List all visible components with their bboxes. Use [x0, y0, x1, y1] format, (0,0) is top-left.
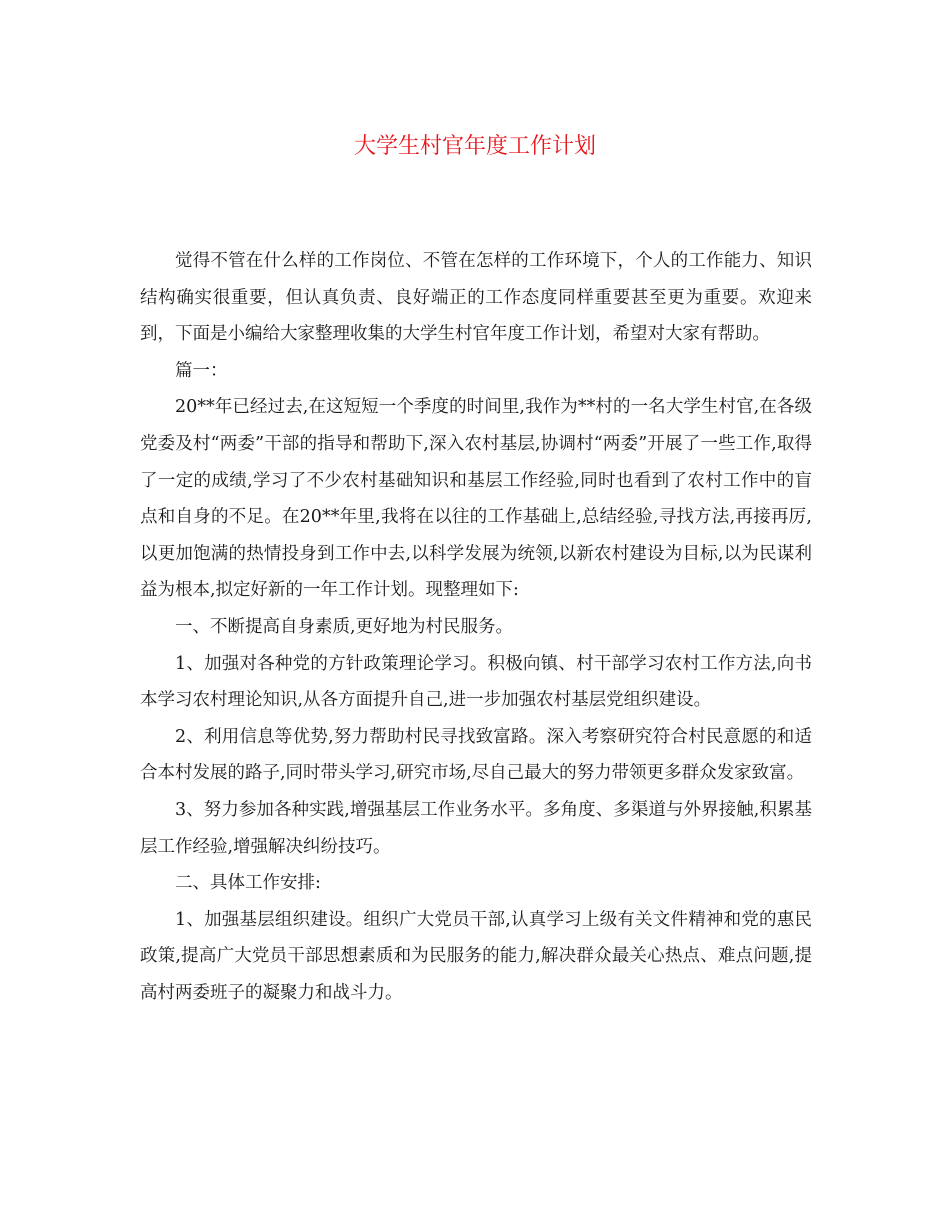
paragraph-part-one-heading: 篇一：: [175, 360, 228, 381]
paragraph-item-1-2: 2、利用信息等优势,努力帮助村民寻找致富路。深入考察研究符合村民意愿的和适合本村发展的路子,同时带头学习,研究市场,尽自己最大的努力带领更多群众发家致富。: [140, 726, 812, 784]
paragraph-item-2-1: 1、加强基层组织建设。组织广大党员干部,认真学习上级有关文件精神和党的惠民政策,提高广大党员干部思想素质和为民服务的能力,解决群众最关心热点、难点问题,提高村两委班子的凝聚力和战斗力。: [140, 909, 812, 1003]
paragraph-item-1-1: 1、加强对各种党的方针政策理论学习。积极向镇、村干部学习农村工作方法,向书本学习农村理论知识,从各方面提升自己,进一步加强农村基层党组织建设。: [140, 653, 812, 711]
paragraph-item-1-3: 3、努力参加各种实践,增强基层工作业务水平。多角度、多渠道与外界接触,积累基层工作经验,增强解决纠纷技巧。: [140, 799, 812, 857]
document-body: [140, 243, 812, 1011]
section-heading-1: 一、不断提高自身素质,更好地为村民服务。: [175, 616, 514, 637]
document-title: 大学生村官年度工作计划: [353, 134, 596, 159]
paragraph-summary: 20**年已经过去,在这短短一个季度的时间里,我作为**村的一名大学生村官,在各级党委及村“两委”干部的指导和帮助下,深入农村基层,协调村“两委”开展了一些工作,取得了一定的成绩,学习了不少农村基础知识和基层工作经验,同时也看到了农村工作中的盲点和自身的不足。在20**年里,我将在以往的工作基础上,总结经验,寻找方法,再接再厉,以更加饱满的热情投身到工作中去,以科学发展为统领,以新农村建设为目标,以为民谋利益为根本,拟定好新的一年工作计划。现整理如下:: [140, 397, 812, 601]
section-heading-2: 二、具体工作安排:: [175, 873, 321, 894]
paragraph-intro: 觉得不管在什么样的工作岗位、不管在怎样的工作环境下，个人的工作能力、知识结构确实很重要，但认真负责、良好端正的工作态度同样重要甚至更为重要。欢迎来到，下面是小编给大家整理收集的大学生村官年度工作计划，希望对大家有帮助。: [140, 251, 812, 345]
